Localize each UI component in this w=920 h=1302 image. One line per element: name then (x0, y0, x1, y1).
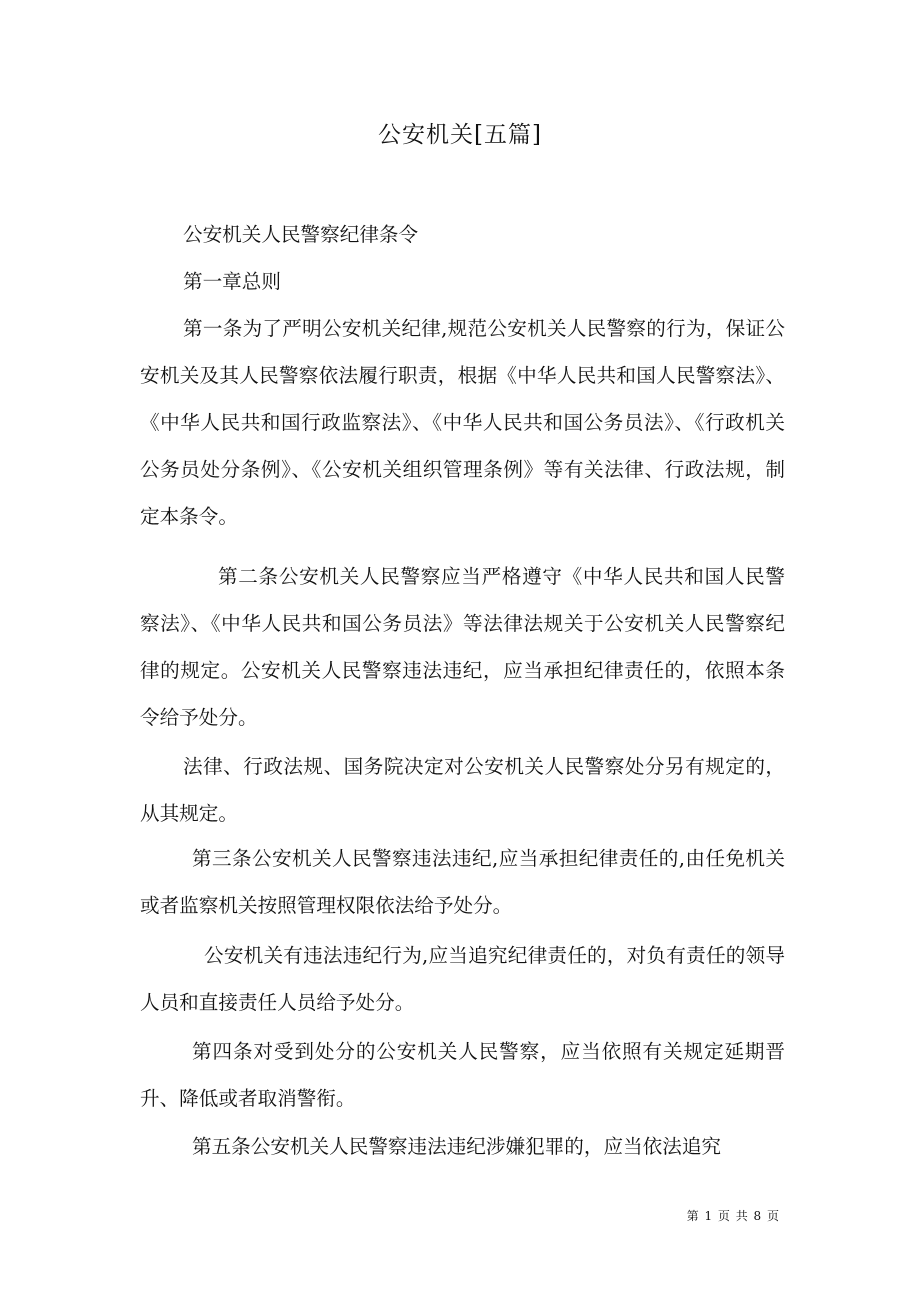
paragraph-article-2: 第二条公安机关人民警察应当严格遵守《中华人民共和国人民警察法》、《中华人民共和国公务员法》等法律法规关于公安机关人民警察纪律的规定。公安机关人民警察违法违纪，应当承担纪律责任的，依照本条令给予处分。 (140, 565, 785, 729)
paragraph-article-1: 第一条为了严明公安机关纪律,规范公安机关人民警察的行为，保证公安机关及其人民警察依法履行职责，根据《中华人民共和国人民警察法》、《中华人民共和国行政监察法》、《中华人民共和国公务员法》、《行政机关公务员处分条例》、《公安机关组织管理条例》等有关法律、行政法规，制定本条令。 (140, 317, 785, 528)
document-title: 公安机关[五篇] (378, 122, 542, 148)
paragraph-article-3: 第三条公安机关人民警察违法违纪,应当承担纪律责任的,由任免机关或者监察机关按照管理权限依法给予处分。 (140, 847, 785, 917)
paragraph-chapter-heading: 第一章总则 (183, 270, 281, 293)
paragraph-exception: 法律、行政法规、国务院决定对公安机关人民警察处分另有规定的，从其规定。 (140, 755, 785, 825)
paragraph-organ-liability: 公安机关有违法违纪行为,应当追究纪律责任的，对负有责任的领导人员和直接责任人员给予处分。 (140, 944, 785, 1014)
page-number: 第 1 页 共 8 页 (686, 1209, 780, 1223)
paragraph-article-5: 第五条公安机关人民警察违法违纪涉嫌犯罪的，应当依法追究 (192, 1135, 722, 1158)
paragraph-article-4: 第四条对受到处分的公安机关人民警察，应当依照有关规定延期晋升、降低或者取消警衔。 (140, 1040, 785, 1110)
paragraph-regulation-name: 公安机关人民警察纪律条令 (183, 223, 419, 246)
